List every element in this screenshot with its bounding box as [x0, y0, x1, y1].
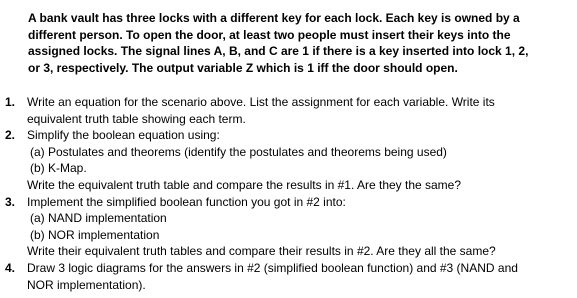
problem-statement-line: or 3, respectively. The output variable Z which is 1 iff the door should open.: [28, 60, 458, 75]
task-line: Draw 3 logic diagrams for the answers in #2 (simplified boolean function) and #3 (NAND and: [27, 260, 518, 275]
task-subitem: (b) K-Map.: [30, 161, 87, 176]
task-list: [0, 94, 577, 293]
task-subitem: (a) NAND implementation: [30, 211, 167, 226]
task-subitem: (b) NOR implementation: [30, 227, 160, 242]
problem-statement: [28, 10, 572, 76]
task-line: Implement the simplified boolean function you got in #2 into:: [27, 194, 346, 209]
problem-statement-line: assigned locks. The signal lines A, B, and C are 1 if there is a key inserted into lock 1, 2,: [28, 44, 529, 59]
task-number: 3.: [5, 194, 16, 209]
task-4: [0, 260, 567, 293]
task-line: Write the equivalent truth table and compare the results in #1. Are they the same?: [27, 177, 462, 192]
problem-statement-line: different person. To open the door, at least two people must insert their keys into the: [28, 27, 511, 42]
task-2: [0, 127, 567, 193]
task-line: NOR implementation).: [27, 277, 146, 292]
task-line: Write their equivalent truth tables and compare their results in #2. Are they all the same?: [27, 244, 496, 259]
task-line: Write an equation for the scenario above. List the assignment for each variable. Write its: [27, 95, 495, 109]
task-subitem: (a) Postulates and theorems (identify the postulates and theorems being used): [30, 144, 447, 159]
task-line: equivalent truth table showing each term.: [27, 111, 246, 126]
task-number: 1.: [5, 95, 16, 109]
task-number: 2.: [5, 128, 16, 143]
task-3: [0, 194, 567, 260]
task-1: [0, 94, 567, 127]
task-line: Simplify the boolean equation using:: [27, 128, 220, 143]
task-number: 4.: [5, 260, 16, 275]
problem-statement-line: A bank vault has three locks with a different key for each lock. Each key is owned by a: [28, 11, 520, 25]
